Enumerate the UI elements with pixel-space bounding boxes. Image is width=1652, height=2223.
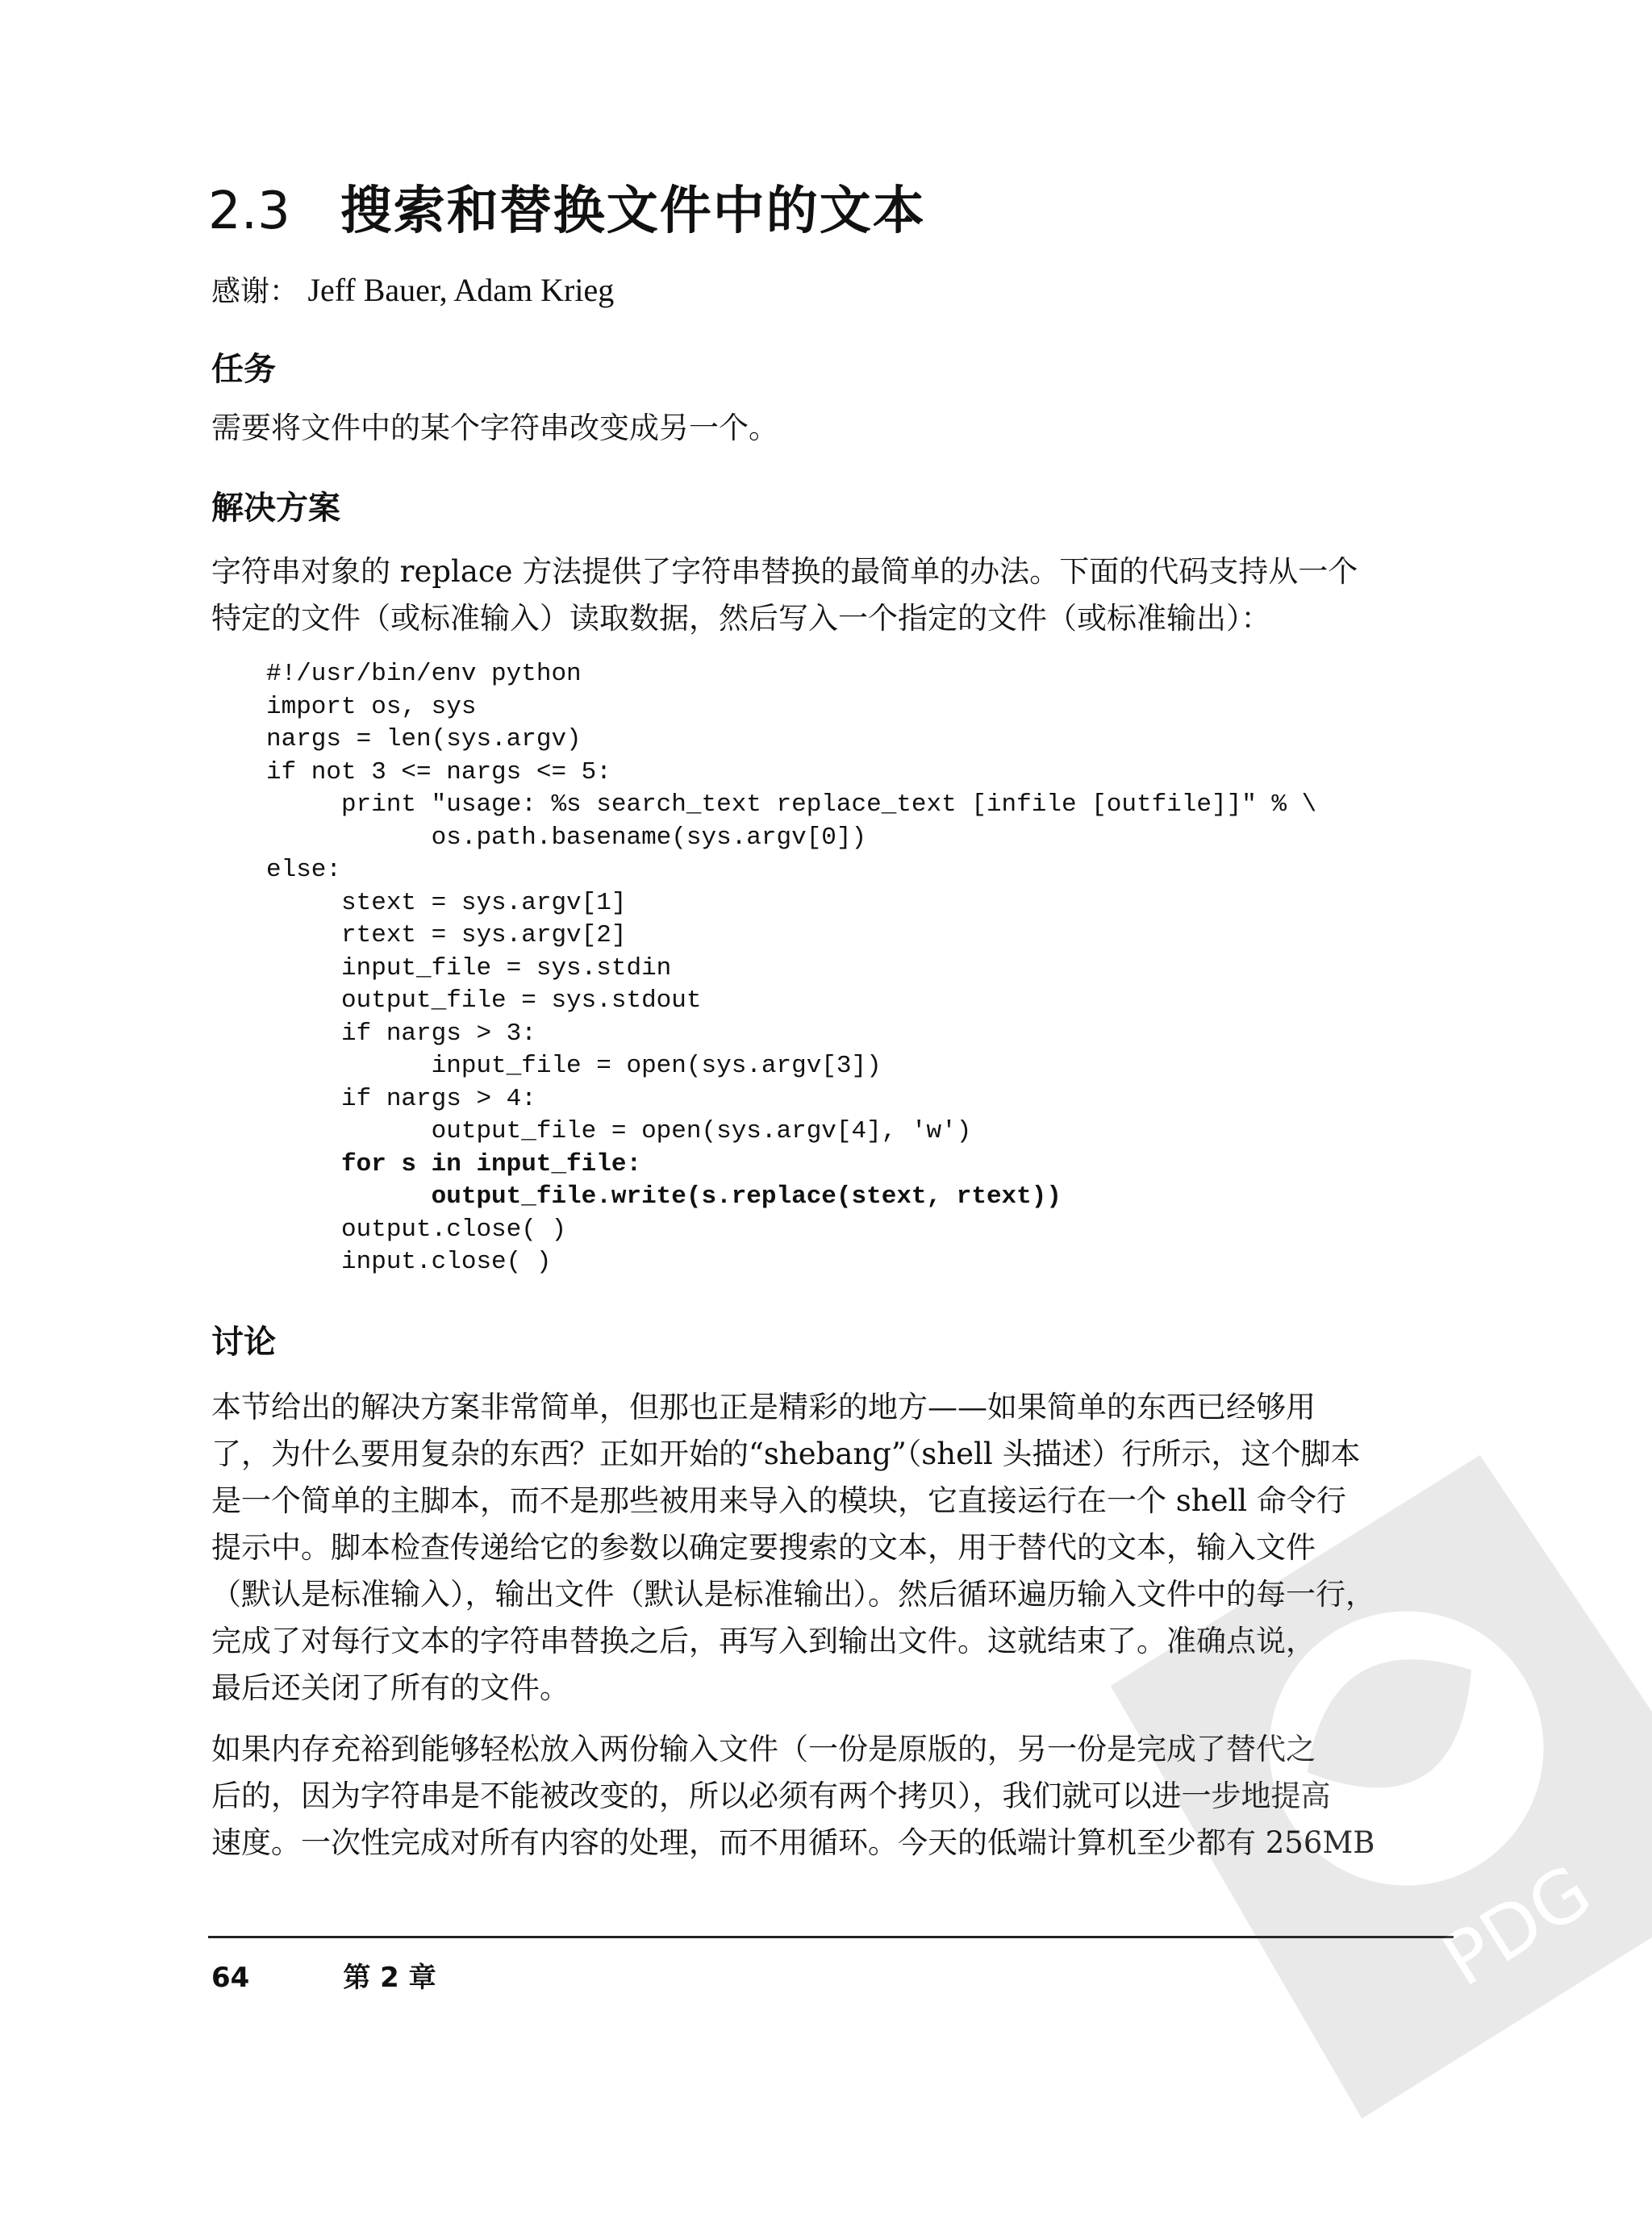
code-line: stext = sys.argv[1] bbox=[266, 888, 627, 917]
code-line: output.close( ) bbox=[266, 1215, 567, 1244]
discussion-line: 提示中。脚本检查传递给它的参数以确定要搜索的文本，用于替代的文本，输入文件 bbox=[211, 1530, 1316, 1565]
discussion-line: 后的，因为字符串是不能被改变的，所以必须有两个拷贝），我们就可以进一步地提高 bbox=[211, 1779, 1331, 1813]
solution-line: 字符串对象的 replace 方法提供了字符串替换的最简单的办法。下面的代码支持从一个 bbox=[211, 554, 1358, 589]
discussion-line: （默认是标准输入），输出文件（默认是标准输出）。然后循环遍历输入文件中的每一行， bbox=[211, 1577, 1375, 1612]
credit-names: Jeff Bauer, Adam Krieg bbox=[307, 272, 615, 308]
task-paragraph bbox=[211, 405, 1454, 452]
code-line: if not 3 <= nargs <= 5: bbox=[266, 757, 611, 786]
code-line: rtext = sys.argv[2] bbox=[266, 921, 627, 949]
page-footer bbox=[211, 1955, 436, 1995]
code-line: print "usage: %s search_text replace_text [infile [outfile]]" % \ bbox=[266, 790, 1317, 819]
discussion-paragraph-1 bbox=[211, 1384, 1454, 1712]
section-title-text: 搜索和替换文件中的文本 bbox=[340, 181, 926, 241]
code-line: else: bbox=[266, 856, 342, 884]
code-line: os.path.basename(sys.argv[0]) bbox=[266, 823, 867, 852]
discussion-line: 本节给出的解决方案非常简单，但那也正是精彩的地方——如果简单的东西已经够用 bbox=[211, 1390, 1316, 1424]
credit-line bbox=[211, 270, 614, 312]
discussion-heading: 讨论 bbox=[211, 1324, 276, 1361]
code-line: #!/usr/bin/env python bbox=[266, 660, 582, 688]
solution-line: 特定的文件（或标准输入）读取数据，然后写入一个指定的文件（或标准输出）： bbox=[211, 601, 1271, 636]
code-line: import os, sys bbox=[266, 692, 477, 721]
code-line: output_file = sys.stdout bbox=[266, 986, 702, 1015]
code-line: for s in input_file: bbox=[266, 1149, 642, 1178]
watermark-text: PDG bbox=[1429, 1848, 1606, 2004]
code-line: input_file = open(sys.argv[3]) bbox=[266, 1052, 882, 1080]
credit-label: 感谢： bbox=[211, 275, 299, 308]
section-number: 2.3 bbox=[208, 181, 290, 241]
page-number: 64 bbox=[211, 1962, 250, 1994]
solution-paragraph bbox=[211, 548, 1454, 642]
footer-divider bbox=[208, 1936, 1454, 1938]
discussion-line: 了，为什么要用复杂的东西？正如开始的“shebang”（shell 头描述）行所示，这个脚本 bbox=[211, 1437, 1361, 1471]
code-line: if nargs > 4: bbox=[266, 1084, 536, 1113]
code-block bbox=[266, 658, 1316, 1279]
discussion-paragraph-2 bbox=[211, 1726, 1454, 1866]
section-title bbox=[208, 169, 926, 242]
code-line: input.close( ) bbox=[266, 1248, 552, 1276]
discussion-line: 如果内存充裕到能够轻松放入两份输入文件（一份是原版的，另一份是完成了替代之 bbox=[211, 1732, 1316, 1766]
task-heading: 任务 bbox=[211, 351, 276, 388]
solution-heading: 解决方案 bbox=[211, 490, 340, 527]
code-line: output_file.write(s.replace(stext, rtext)) bbox=[266, 1182, 1062, 1211]
code-line: if nargs > 3: bbox=[266, 1019, 536, 1048]
code-line: nargs = len(sys.argv) bbox=[266, 725, 582, 753]
discussion-line: 完成了对每行文本的字符串替换之后，再写入到输出文件。这就结束了。准确点说， bbox=[211, 1624, 1316, 1658]
discussion-line: 是一个简单的主脚本，而不是那些被用来导入的模块，它直接运行在一个 shell 命令行 bbox=[211, 1483, 1346, 1518]
discussion-line: 最后还关闭了所有的文件。 bbox=[211, 1670, 569, 1705]
code-line: input_file = sys.stdin bbox=[266, 953, 672, 982]
code-line: output_file = open(sys.argv[4], 'w') bbox=[266, 1117, 972, 1145]
chapter-label: 第 2 章 bbox=[343, 1962, 436, 1994]
task-text: 需要将文件中的某个字符串改变成另一个。 bbox=[211, 411, 778, 445]
discussion-line: 速度。一次性完成对所有内容的处理，而不用循环。今天的低端计算机至少都有 256MB bbox=[211, 1825, 1375, 1860]
